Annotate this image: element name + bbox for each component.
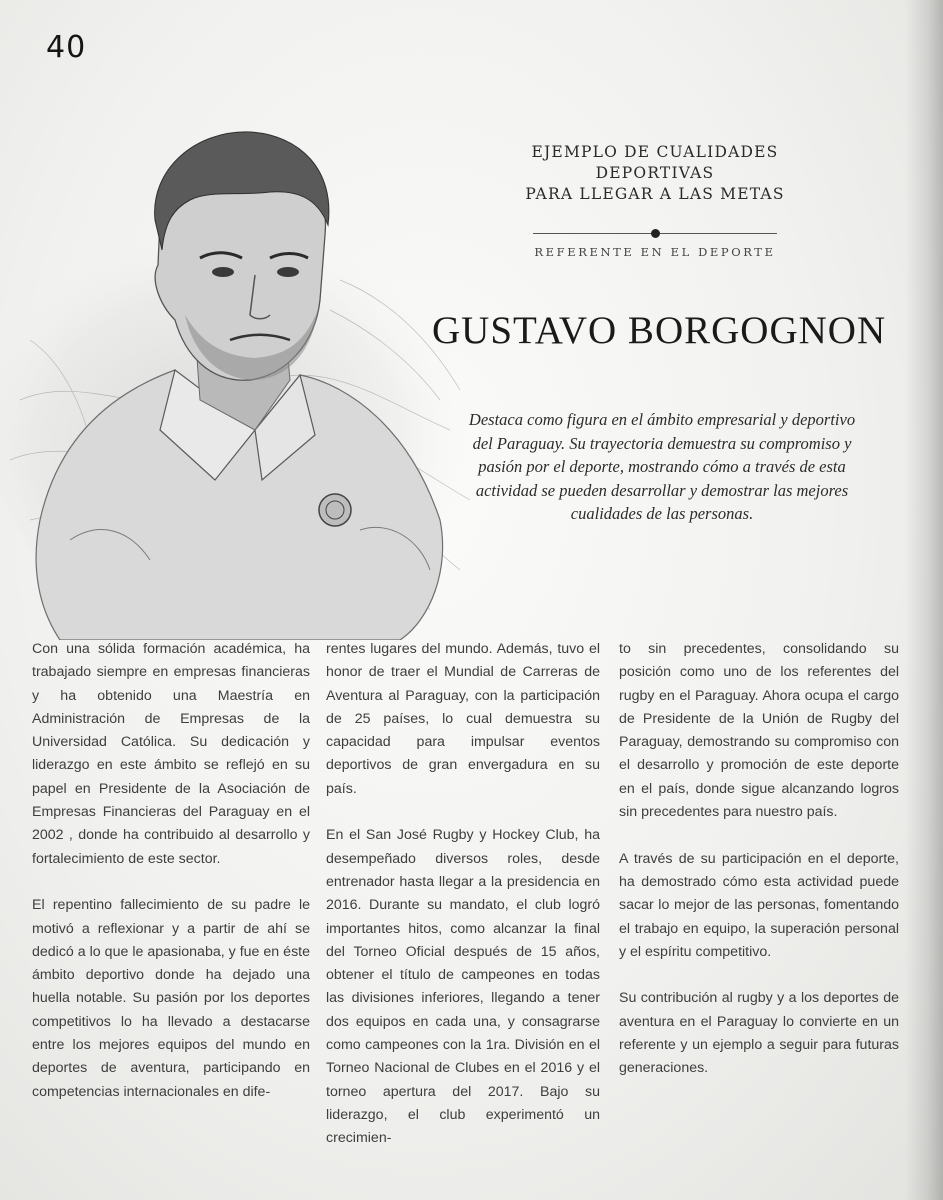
body-paragraph: Con una sólida formación académica, ha trabajado siempre en empresas financieras y ha obtenido una Maestría en Administración de Empresas de la Universidad Católica. Su dedicación y liderazgo en este ámbito se reflejó en su papel en Presidente de la Asociación de Empresas Financieras del Paraguay en el 2002 , donde ha contribuido al desarrollo y fortalecimiento de este sector.: [32, 641, 310, 867]
body-paragraph: rentes lugares del mundo. Además, tuvo el honor de traer el Mundial de Carreras de Aventura al Paraguay, con la participación de 25 países, lo cual demuestra su capacidad para impulsar eventos deportivos de gran envergadura en su país.: [326, 641, 600, 797]
kicker-line-2: PARA LLEGAR A LAS METAS: [525, 185, 785, 203]
ornament-divider: [533, 229, 777, 239]
category-label: REFERENTE EN EL DEPORTE: [534, 245, 776, 259]
body-column-3: [619, 638, 899, 1104]
person-name: GUSTAVO BORGOGNON: [432, 309, 887, 352]
body-paragraph: Su contribución al rugby y a los deportes de aventura en el Paraguay lo convierte en un referente y un ejemplo a seguir para futuras generaciones.: [619, 990, 899, 1077]
article-header: [470, 142, 840, 259]
body-column-1: [32, 638, 310, 1127]
page-number: 40: [46, 30, 87, 65]
body-paragraph: El repentino fallecimiento de su padre le motivó a reflexionar y a partir de ahí se dedicó a lo que le apasionaba, y fue en éste ámbito deportivo donde ha dejado una huella notable. Su pasión por los deportes competitivos lo ha llevado a destacarse entre los mejores equipos del mundo en deportes de aventura, participando en competencias internacionales en dife-: [32, 897, 310, 1100]
body-paragraph: En el San José Rugby y Hockey Club, ha desempeñado diversos roles, desde entrenador hasta llegar a la presidencia en 2016. Durante su mandato, el club logró importantes hitos, como alcanzar la final del Torneo Oficial después de 15 años, obtener el título de campeones en todas las divisiones inferiores, llegando a tener dos equipos en cada una, y consagrarse como campeones con la 1ra. División en el Torneo Nacional de Clubes en el 2016 y el torneo apertura del 2017. Bajo su liderazgo, el club experimentó un crecimien-: [326, 827, 600, 1147]
lead-paragraph: Destaca como figura en el ámbito empresarial y deportivo del Paraguay. Su trayectoria demuestra su compromiso y pasión por el deporte, mostrando cómo a través de esta actividad se pueden desarrollar y demostrar las mejores cualidades de las personas.: [468, 410, 856, 523]
kicker-line-1: EJEMPLO DE CUALIDADES DEPORTIVAS: [531, 143, 779, 182]
body-column-2: [326, 638, 600, 1174]
divider-dot: [651, 229, 660, 238]
body-paragraph: A través de su participación en el deporte, ha demostrado cómo esta actividad puede sacar lo mejor de las personas, fomentando el trabajo en equipo, la superación personal y el espíritu competitivo.: [619, 850, 899, 960]
portrait-illustration: [0, 100, 480, 640]
body-paragraph: to sin precedentes, consolidando su posición como uno de los referentes del rugby en el Paraguay. Ahora ocupa el cargo de Presidente de la Unión de Rugby del Paraguay, demostrando su compromiso con el desarrollo y promoción de este deporte en el país, donde sigue alcanzando logros sin precedentes para nuestro país.: [619, 641, 899, 821]
